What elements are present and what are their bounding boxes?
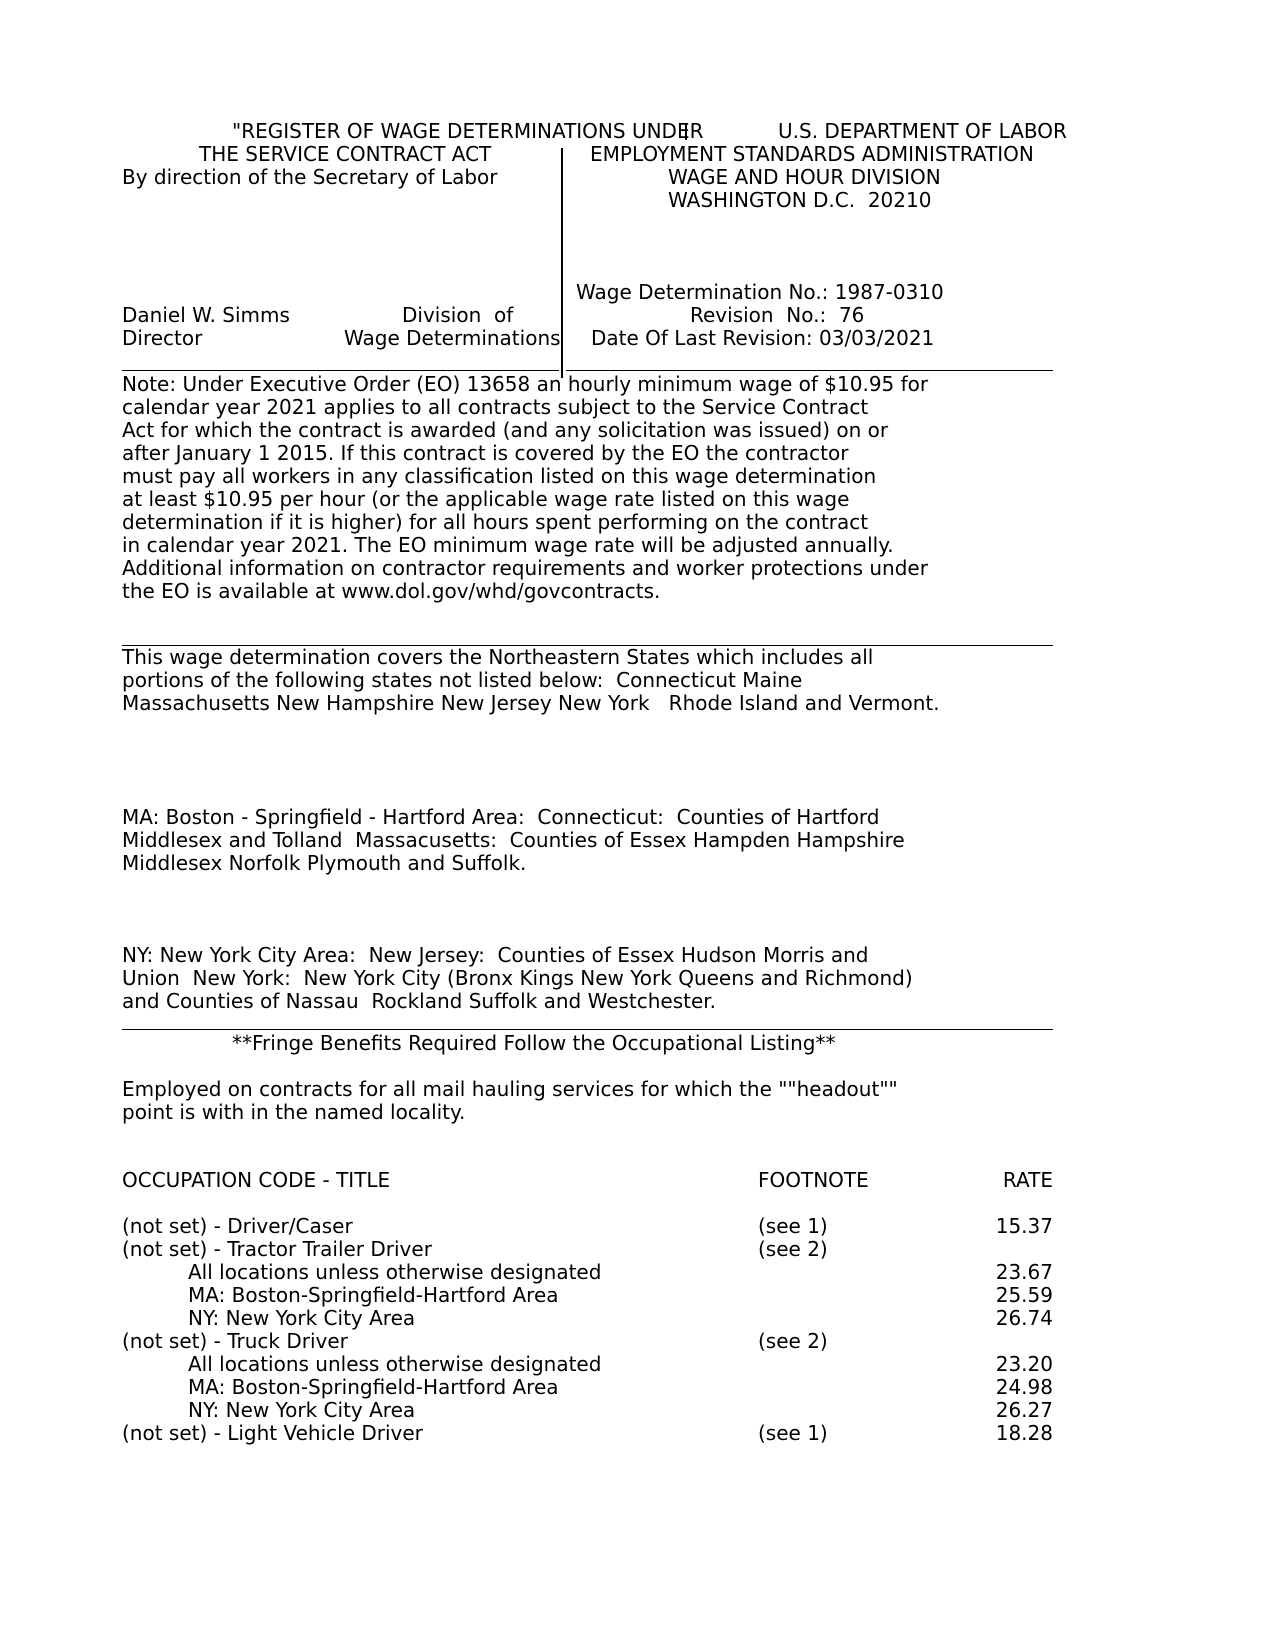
occupation-rate: 23.20	[995, 1352, 1053, 1376]
occupation-footnote: (see 2)	[758, 1329, 828, 1353]
ny-area-line: and Counties of Nassau Rockland Suffolk and Westchester.	[122, 989, 717, 1013]
column-header-footnote: FOOTNOTE	[758, 1168, 869, 1192]
column-header-rate: RATE	[1002, 1168, 1053, 1192]
section-rule	[122, 1029, 1053, 1030]
occupation-title: MA: Boston-Springfield-Hartford Area	[188, 1283, 559, 1307]
agency-line4: WASHINGTON D.C. 20210	[668, 188, 932, 212]
note-line: after January 1 2015. If this contract is covered by the EO the contractor	[122, 441, 849, 465]
occupation-footnote: (see 1)	[758, 1214, 828, 1238]
employed-line: Employed on contracts for all mail hauling services for which the ""headout""	[122, 1077, 898, 1101]
header-divider	[561, 148, 563, 378]
header-title-line2: THE SERVICE CONTRACT ACT	[199, 142, 492, 166]
occupation-title: NY: New York City Area	[188, 1398, 416, 1422]
last-revision-date: Date Of Last Revision: 03/03/2021	[591, 326, 935, 350]
note-line: Additional information on contractor requirements and worker protections under	[122, 556, 928, 580]
coverage-line: Massachusetts New Hampshire New Jersey New York Rhode Island and Vermont.	[122, 691, 940, 715]
occupation-footnote: (see 1)	[758, 1421, 828, 1445]
note-line: determination if it is higher) for all hours spent performing on the contract	[122, 510, 869, 534]
occupation-rate: 26.27	[995, 1398, 1053, 1422]
occupation-rate: 24.98	[995, 1375, 1053, 1399]
occupation-title: All locations unless otherwise designated	[188, 1260, 602, 1284]
ny-area-line: NY: New York City Area: New Jersey: Counties of Essex Hudson Morris and	[122, 943, 869, 967]
wage-determination-number: Wage Determination No.: 1987-0310	[576, 280, 944, 304]
ma-area-line: Middlesex Norfolk Plymouth and Suffolk.	[122, 851, 527, 875]
occupation-title: (not set) - Light Vehicle Driver	[122, 1421, 423, 1445]
header-bottom-rule-right	[566, 370, 1053, 371]
ny-area-line: Union New York: New York City (Bronx Kings New York Queens and Richmond)	[122, 966, 913, 990]
ma-area-line: MA: Boston - Springfield - Hartford Area: Connecticut: Counties of Hartford	[122, 805, 880, 829]
occupation-title: (not set) - Driver/Caser	[122, 1214, 353, 1238]
note-line: in calendar year 2021. The EO minimum wage rate will be adjusted annually.	[122, 533, 894, 557]
note-line: calendar year 2021 applies to all contracts subject to the Service Contract	[122, 395, 869, 419]
occupation-rate: 25.59	[995, 1283, 1053, 1307]
occupation-rate: 18.28	[995, 1421, 1053, 1445]
agency-line2: EMPLOYMENT STANDARDS ADMINISTRATION	[590, 142, 1034, 166]
column-header-occupation: OCCUPATION CODE - TITLE	[122, 1168, 391, 1192]
header-bottom-rule-left	[122, 370, 559, 371]
occupation-title: MA: Boston-Springfield-Hartford Area	[188, 1375, 559, 1399]
signer-name: Daniel W. Simms	[122, 303, 290, 327]
note-line: Note: Under Executive Order (EO) 13658 an hourly minimum wage of $10.95 for	[122, 372, 929, 396]
occupation-title: (not set) - Truck Driver	[122, 1329, 348, 1353]
note-line: the EO is available at www.dol.gov/whd/govcontracts.	[122, 579, 661, 603]
occupation-footnote: (see 2)	[758, 1237, 828, 1261]
agency-line1: U.S. DEPARTMENT OF LABOR	[778, 119, 1067, 143]
coverage-line: portions of the following states not listed below: Connecticut Maine	[122, 668, 803, 692]
occupation-rate: 15.37	[995, 1214, 1053, 1238]
division-line1: Division of	[402, 303, 514, 327]
occupation-title: NY: New York City Area	[188, 1306, 416, 1330]
occupation-title: (not set) - Tractor Trailer Driver	[122, 1237, 432, 1261]
header-divider-top	[685, 124, 687, 140]
agency-line3: WAGE AND HOUR DIVISION	[668, 165, 941, 189]
signer-title: Director	[122, 326, 203, 350]
fringe-notice: **Fringe Benefits Required Follow the Occupational Listing**	[232, 1031, 836, 1055]
header-title-line1: "REGISTER OF WAGE DETERMINATIONS UNDER	[232, 119, 704, 143]
occupation-title: All locations unless otherwise designated	[188, 1352, 602, 1376]
revision-number: Revision No.: 76	[690, 303, 865, 327]
header-title-line3: By direction of the Secretary of Labor	[122, 165, 498, 189]
note-line: at least $10.95 per hour (or the applicable wage rate listed on this wage	[122, 487, 850, 511]
note-line: Act for which the contract is awarded (and any solicitation was issued) on or	[122, 418, 889, 442]
note-line: must pay all workers in any classification listed on this wage determination	[122, 464, 877, 488]
coverage-line: This wage determination covers the Northeastern States which includes all	[122, 645, 874, 669]
occupation-rate: 26.74	[995, 1306, 1053, 1330]
ma-area-line: Middlesex and Tolland Massacusetts: Counties of Essex Hampden Hampshire	[122, 828, 905, 852]
division-line2: Wage Determinations	[344, 326, 561, 350]
occupation-rate: 23.67	[995, 1260, 1053, 1284]
employed-line: point is with in the named locality.	[122, 1100, 466, 1124]
